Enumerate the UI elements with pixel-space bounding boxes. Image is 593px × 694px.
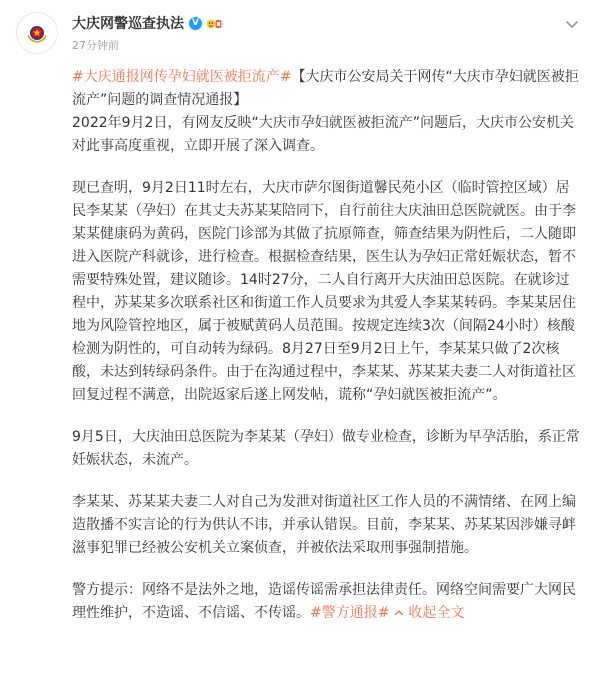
- paragraph: 2022年9月2日，有网友反映“大庆市孕妇就医被拒流产”问题后，大庆市公安机关对此事高度重视，立即开展了深入调查。: [72, 115, 574, 154]
- post-title: 【大庆市公安局关于网传“大庆市孕妇就医被拒流产”问题的调查情况通报】: [72, 69, 579, 108]
- collapse-label: 收起全文: [408, 605, 465, 621]
- paragraph: 现已查明，9月2日11时左右，大庆市萨尔图街道馨民苑小区（临时管控区域）居民李某某（孕妇）在其丈夫苏某某陪同下，自行前往大庆油田总医院就医。由于李某某健康码为黄码，医院门诊部为其做了抗原筛查，筛查结果为阴性后，二人随即进入医院产科就诊，进行检查。根据检查结果，医生认为孕妇正常妊娠状态，暂不需要特殊处置，建议随诊。14时27分，二人自行离开大庆油田总医院。在就诊过程中，苏某某多次联系社区和街道工作人员要求为其爱人李某某转码。李某某居住地为风险管控地区，属于被赋黄码人员范围。按规定连续3次（间隔24小时）核酸检测为阴性的，可自动转为绿码。8月27日至9月2日上午，李某某只做了2次核酸，未达到转绿码条件。由于在沟通过程中，李某某、苏某某夫妻二人对街道社区回复过程不满意，出院返家后遂上网发帖，谎称“孕妇就医被拒流产”。: [72, 180, 576, 403]
- police-emblem-icon: [17, 13, 57, 53]
- tip-text: 警方提示：网络不是法外之地，造谣传谣需承担法律责任。网络空间需要广大网民理性维护，不造谣、不信谣、不传谣。: [72, 582, 576, 621]
- paragraph: 李某某、苏某某夫妻二人对自己为发泄对街道社区工作人员的不满情绪、在网上编造散播不实言论的行为供认不讳，并承认错误。目前，李某某、苏某某因涉嫌寻衅滋事犯罪已经被公安机关立案侦查，并被依法采取刑事强制措施。: [72, 494, 576, 556]
- author-row: [72, 12, 222, 34]
- post-time[interactable]: 27分钟前: [72, 39, 119, 52]
- more-menu-chevron-down-icon[interactable]: [565, 16, 579, 30]
- author-name[interactable]: 大庆网警巡查执法: [72, 16, 184, 32]
- blue-v-icon: V: [189, 17, 202, 30]
- police-tip: [72, 579, 582, 625]
- avatar[interactable]: [16, 12, 58, 54]
- post-title-block: [72, 66, 582, 112]
- hashtag-link[interactable]: #大庆通报网传孕妇就医被拒流产#: [72, 69, 292, 85]
- emoji-badge-icon: [206, 16, 222, 30]
- paragraph: 9月5日，大庆油田总医院为李某某（孕妇）做专业检查，诊断为早孕活胎，系正常妊娠状态，未流产。: [72, 429, 580, 468]
- post-body: [72, 66, 582, 625]
- chevron-up-icon: [394, 605, 404, 621]
- post-header: [0, 0, 593, 70]
- collapse-button[interactable]: [394, 605, 464, 621]
- tip-hashtag-link[interactable]: #警方通报#: [310, 605, 390, 621]
